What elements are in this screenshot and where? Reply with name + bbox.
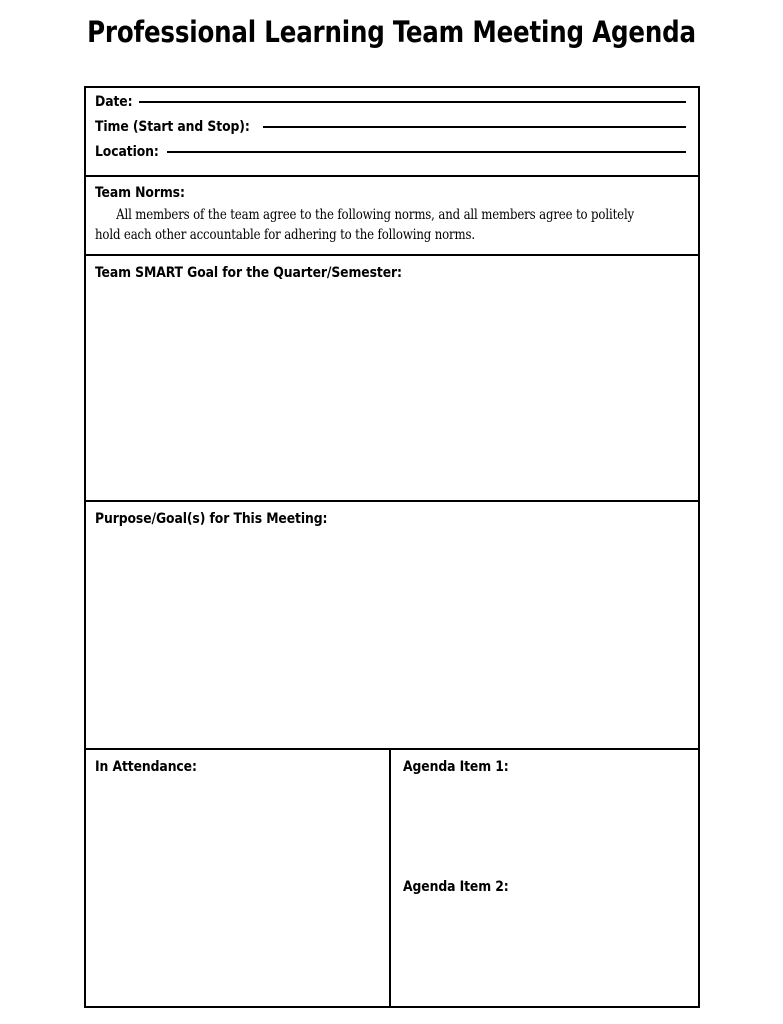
- purpose-heading: Purpose/Goal(s) for This Meeting:: [95, 511, 328, 527]
- agenda-items-column[interactable]: [389, 750, 698, 1006]
- agenda-form-table: [84, 86, 700, 1008]
- page-title: Professional Learning Team Meeting Agenda: [87, 15, 696, 49]
- time-label: Time (Start and Stop):: [95, 119, 250, 135]
- team-norms-section: [86, 175, 698, 254]
- team-norms-heading: Team Norms:: [95, 185, 185, 201]
- field-row-time: [95, 119, 688, 144]
- date-input-rule[interactable]: [139, 101, 686, 103]
- purpose-section[interactable]: [86, 500, 698, 748]
- attendance-column[interactable]: [86, 750, 389, 1006]
- date-label: Date:: [95, 94, 133, 110]
- attendance-heading: In Attendance:: [95, 759, 197, 775]
- meeting-details-section: [86, 88, 698, 175]
- agenda-item-1-heading: Agenda Item 1:: [403, 759, 509, 775]
- field-row-date: [95, 94, 688, 119]
- field-row-location: [95, 144, 688, 169]
- smart-goal-section[interactable]: [86, 254, 698, 500]
- team-norms-body: All members of the team agree to the following norms, and all members agree to politely hold each other accountable for adhering to the following norms.: [95, 207, 635, 243]
- agenda-item-2-heading: Agenda Item 2:: [403, 879, 509, 895]
- attendance-agenda-section: [86, 748, 698, 1006]
- time-input-rule[interactable]: [263, 126, 686, 128]
- smart-goal-heading: Team SMART Goal for the Quarter/Semester:: [95, 265, 402, 281]
- location-input-rule[interactable]: [167, 151, 686, 153]
- location-label: Location:: [95, 144, 159, 160]
